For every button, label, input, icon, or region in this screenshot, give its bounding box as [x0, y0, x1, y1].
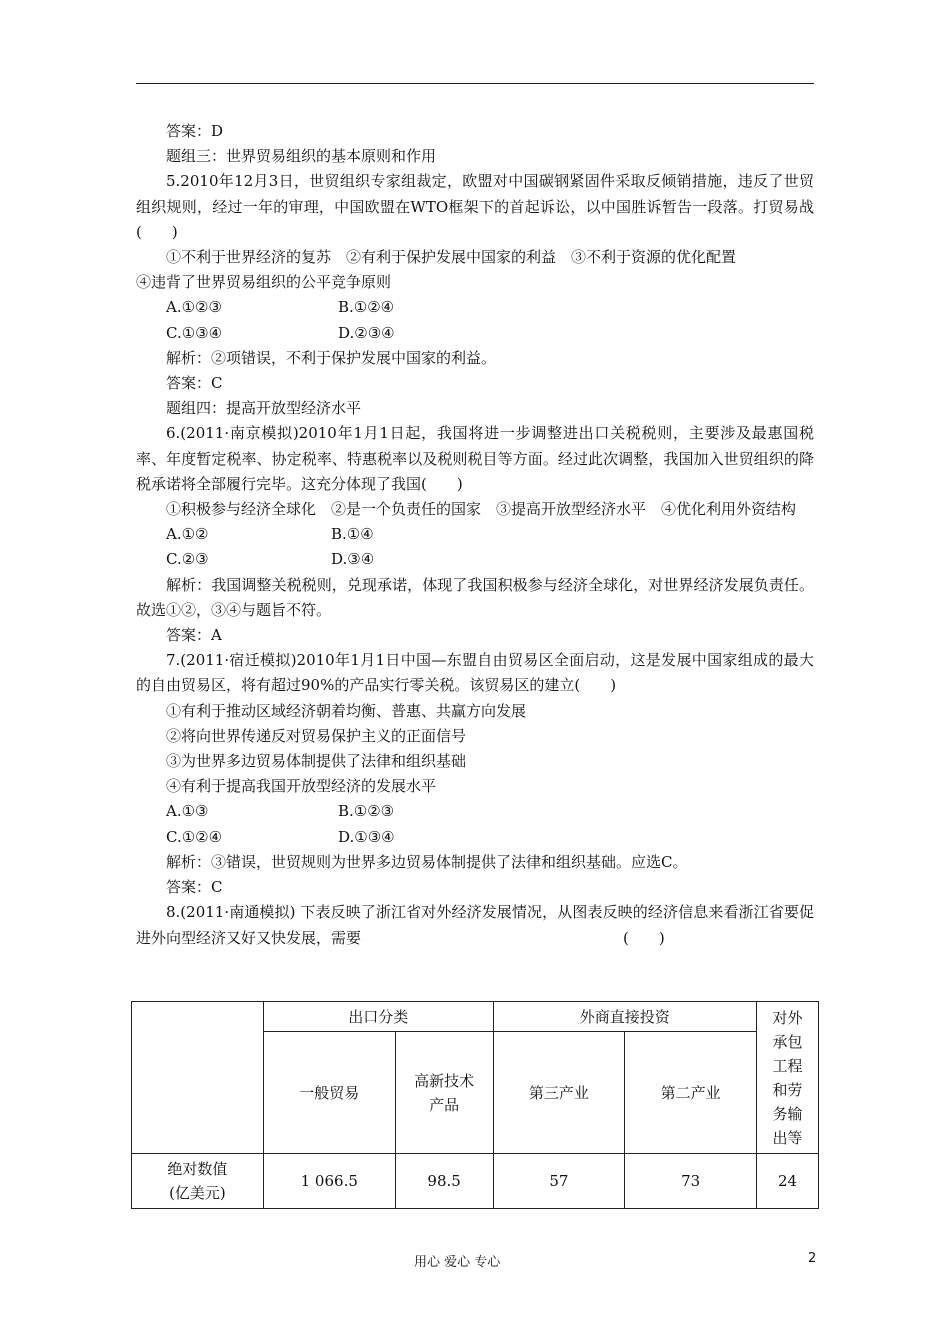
option-d: D.①③④ — [338, 827, 395, 846]
option-b: B.①④ — [331, 525, 374, 544]
section-heading: 题组四：提高开放型经济水平 — [166, 399, 362, 418]
answer-line: 答案：C — [166, 374, 223, 393]
analysis-line: 解析：②项错误，不利于保护发展中国家的利益。 — [166, 348, 497, 367]
value-hitech: 98.5 — [395, 1154, 493, 1209]
question-6-options-row1 — [136, 522, 814, 547]
value-secondary: 73 — [625, 1154, 757, 1209]
header-foreign-investment: 外商直接投资 — [493, 1002, 756, 1032]
option-b: B.①②③ — [338, 802, 395, 821]
option-a: A.①③ — [166, 802, 209, 821]
question-5-stem: 5.2010年12月3日，世贸组织专家组裁定，欧盟对中国碳钢紧固件采取反倾销措施，违反了世贸组织规则，经过一年的审理，中国欧盟在WTO框架下的首起诉讼，以中国胜诉暂告一段落。打贸易战( ) — [136, 172, 814, 241]
header-secondary-industry: 第二产业 — [625, 1032, 757, 1154]
header-rule — [136, 83, 814, 84]
value-overseas: 24 — [757, 1154, 819, 1209]
header-general-trade: 一般贸易 — [263, 1032, 395, 1154]
question-7-statement-2: ②将向世界传递反对贸易保护主义的正面信号 — [166, 726, 467, 745]
option-d: D.③④ — [331, 550, 375, 569]
option-a: A.①②③ — [166, 298, 222, 317]
question-7-options-row1 — [136, 799, 814, 824]
question-8-stem — [136, 900, 814, 950]
question-5-statement-4: ④违背了世界贸易组织的公平竞争原则 — [136, 273, 392, 292]
header-overseas-contracting — [757, 1002, 819, 1154]
page-number: 2 — [808, 1251, 817, 1266]
table-header-row — [132, 1002, 819, 1032]
question-6-statements: ①积极参与经济全球化 ②是一个负责任的国家 ③提高开放型经济水平 ④优化利用外资结构 — [166, 500, 797, 519]
question-6-stem: 6.(2011·南京模拟)2010年1月1日起，我国将进一步调整进出口关税税则，主要涉及最惠国税率、年度暂定税率、协定税率、特惠税率以及税则税目等方面。经过此次调整，我国加入世贸组织的降税承诺将全部履行完毕。这充分体现了我国( ) — [136, 424, 814, 493]
question-6-options-row2 — [136, 547, 814, 572]
header-hitech-text: 高新技术产品 — [414, 1071, 475, 1114]
table-row — [132, 1154, 819, 1209]
answer-blank: ( ) — [623, 928, 665, 947]
analysis-line: 解析：③错误，世贸规则为世界多边贸易体制提供了法律和组织基础。应选C。 — [166, 852, 688, 871]
data-table — [131, 1001, 819, 1209]
header-hitech — [395, 1032, 493, 1154]
answer-line: 答案：D — [166, 122, 224, 140]
option-a: A.①② — [166, 525, 209, 544]
value-tertiary: 57 — [493, 1154, 625, 1209]
answer-line: 答案：A — [166, 626, 222, 645]
analysis-line: 解析：我国调整关税税则，兑现承诺，体现了我国积极参与经济全球化，对世界经济发展负责任。故选①②，③④与题旨不符。 — [136, 575, 814, 619]
question-7-statement-4: ④有利于提高我国开放型经济的发展水平 — [166, 777, 437, 796]
page-content — [136, 119, 814, 951]
row-label — [132, 1154, 264, 1209]
row-label-text: 绝对数值(亿美元) — [167, 1160, 228, 1202]
header-overseas-contracting-text: 对外承包工程和劳务输出等 — [772, 1008, 803, 1147]
question-8-text: 8.(2011·南通模拟) 下表反映了浙江省对外经济发展情况，从图表反映的经济信息来看浙江省要促进外向型经济又好又快发展，需要 — [136, 903, 814, 947]
question-5-options-row1 — [136, 295, 814, 320]
header-export-category: 出口分类 — [263, 1002, 493, 1032]
option-c: C.①②④ — [166, 827, 223, 846]
option-c: C.①③④ — [166, 323, 223, 342]
answer-line: 答案：C — [166, 878, 223, 897]
header-tertiary-industry: 第三产业 — [493, 1032, 625, 1154]
value-general-trade: 1 066.5 — [263, 1154, 395, 1209]
footer-slogan: 用心 爱心 专心 — [414, 1255, 501, 1270]
table-corner-cell — [132, 1002, 264, 1154]
question-5-options-row2 — [136, 321, 814, 346]
question-5-statements: ①不利于世界经济的复苏 ②有利于保护发展中国家的利益 ③不利于资源的优化配置 — [166, 248, 737, 267]
question-7-statement-1: ①有利于推动区域经济朝着均衡、普惠、共赢方向发展 — [166, 701, 527, 720]
question-7-stem: 7.(2011·宿迁模拟)2010年1月1日中国—东盟自由贸易区全面启动，这是发展中国家组成的最大的自由贸易区，将有超过90%的产品实行零关税。该贸易区的建立( ) — [136, 651, 814, 695]
question-7-statement-3: ③为世界多边贸易体制提供了法律和组织基础 — [166, 752, 467, 771]
section-heading: 题组三：世界贸易组织的基本原则和作用 — [166, 147, 437, 166]
question-7-options-row2 — [136, 825, 814, 850]
option-d: D.②③④ — [338, 323, 395, 342]
option-b: B.①②④ — [338, 298, 395, 317]
option-c: C.②③ — [166, 550, 209, 569]
